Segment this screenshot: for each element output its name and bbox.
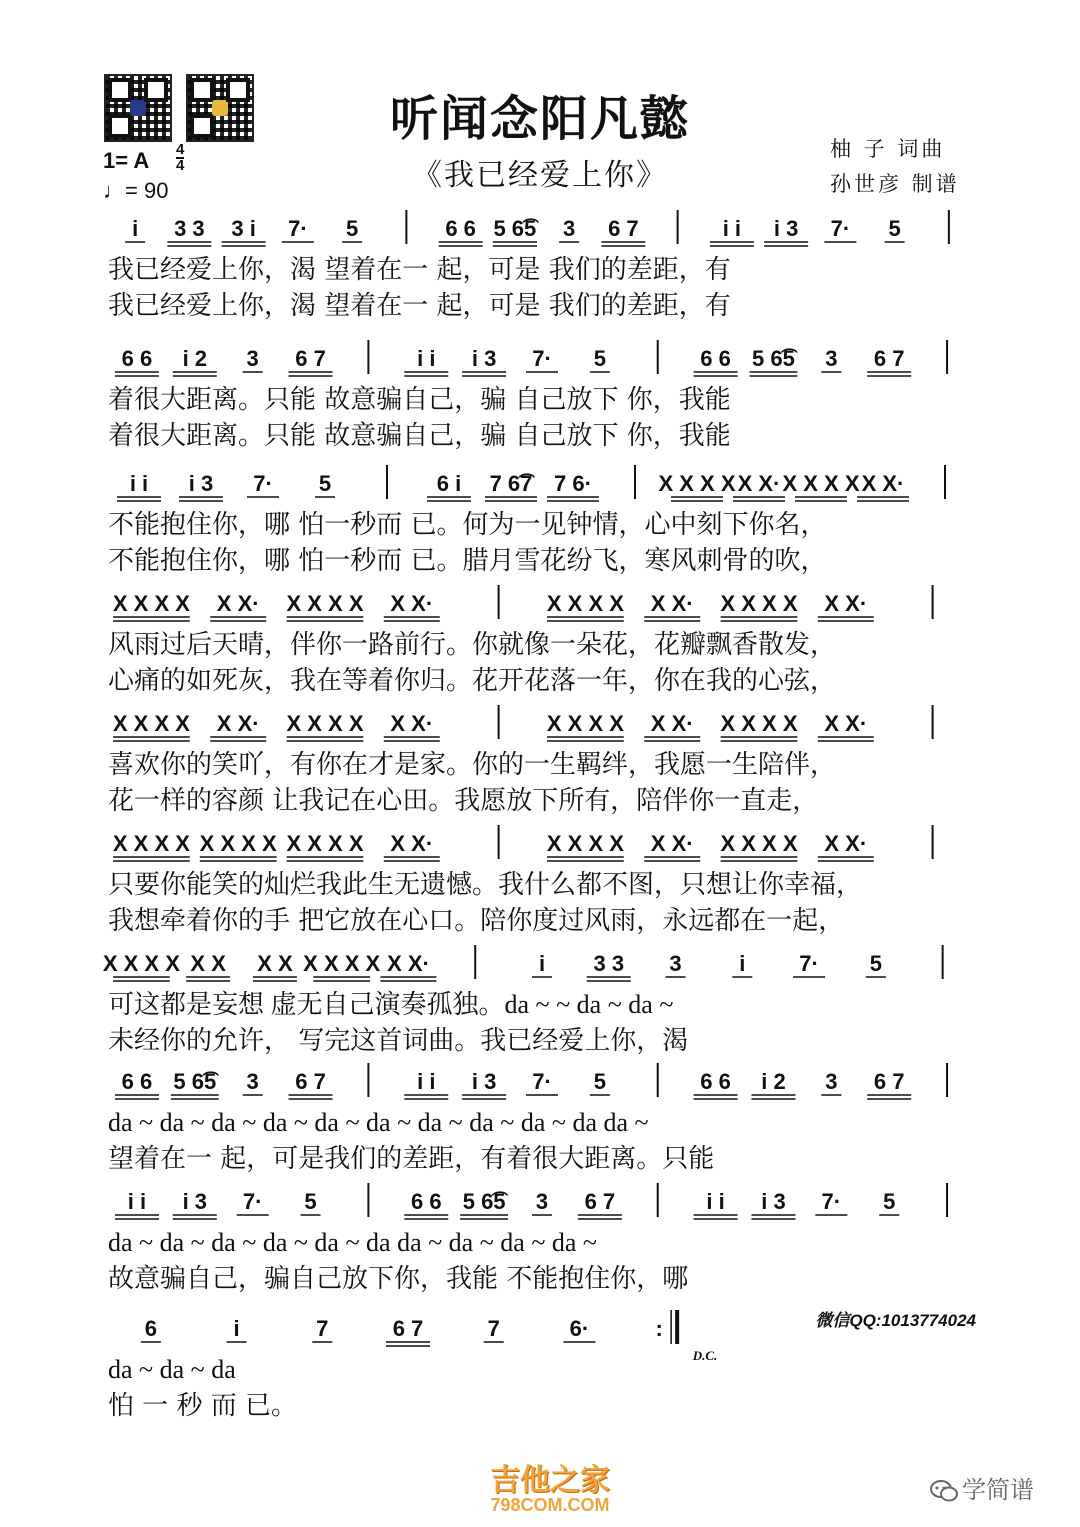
credit-arranger: 孙世彦 制谱 <box>830 172 960 196</box>
wechat-icon <box>930 1480 958 1502</box>
score-note: X X X X <box>720 831 798 856</box>
score-note: 6 6 <box>700 346 731 371</box>
lyric-line-1: 喜欢你的笑吖，有你在才是家。你的一生羁绊，我愿一生陪伴， <box>108 750 837 780</box>
score-note: 7 <box>487 1316 500 1341</box>
score-note: X X· <box>650 711 694 736</box>
score-note: 7 6͡7 <box>489 471 533 496</box>
score-note: X X· <box>390 711 434 736</box>
lyric-line-2: 花一样的容颜 让我记在心田。我愿放下所有，陪伴你一直走， <box>108 786 819 816</box>
score-note: 6 7 <box>584 1189 616 1214</box>
score-note: X X· <box>861 471 905 496</box>
repeat-dots: : <box>655 1316 663 1341</box>
score-note: 5 <box>318 471 332 496</box>
score-note: 3 <box>669 951 682 976</box>
score-note: 7· <box>821 1189 842 1214</box>
score-note: 3 <box>246 1069 259 1094</box>
score-note: X X X X <box>102 951 180 976</box>
score-note: 6 6 <box>121 1069 153 1094</box>
score-note: X X X X <box>720 591 798 616</box>
brand-text: 学简谱 <box>962 1476 1034 1504</box>
score-note: i <box>538 951 546 976</box>
score-note: 3 3 <box>593 951 625 976</box>
score-note: 5 6͡5 <box>752 346 795 371</box>
score-note: X X X X <box>303 951 381 976</box>
score-note: X X· <box>216 591 260 616</box>
score-note: i <box>739 951 746 976</box>
score-note: 3 i <box>231 216 256 241</box>
lyric-line-2: 故意骗自己，骗自己放下你，我能 不能抱住你，哪 <box>108 1264 689 1294</box>
score-note: i <box>233 1316 240 1341</box>
lyric-line-1: da ~ da ~ da ~ da ~ da ~ da ~ da ~ da ~ da ~ da da ~ <box>108 1108 649 1137</box>
score-note: 5 <box>593 1069 606 1094</box>
score-note: X X <box>190 951 226 976</box>
lyric-line-1: 我已经爱上你，渴 望着在一 起，可是 我们的差距，有 <box>108 255 731 285</box>
score-note: 5 <box>869 951 882 976</box>
score-note: 5 6͡5 <box>462 1189 506 1214</box>
score-note: i i <box>722 216 742 241</box>
score-note: 5 6͡5 <box>173 1069 217 1094</box>
score-note: i 3 <box>182 1189 208 1214</box>
da-capo-marking: D.C. <box>692 1348 718 1363</box>
score-note: 7· <box>288 216 308 241</box>
score-note: 7· <box>830 216 851 241</box>
score-note: i <box>132 216 139 241</box>
score-note: X X· <box>824 591 868 616</box>
score-note: X X X X <box>546 711 624 736</box>
score-note: 3 <box>535 1189 549 1214</box>
score-note: i i <box>127 1189 147 1214</box>
score-note: 7· <box>532 1069 552 1094</box>
score-note: 6 <box>144 1316 157 1341</box>
score-note: 3 <box>825 346 838 371</box>
score-note: 5 6͡5 <box>493 216 537 241</box>
key-signature: 1= A <box>103 148 150 173</box>
score-note: 6 7 <box>873 1069 905 1094</box>
lyric-line-2: 着很大距离。只能 故意骗自己，骗 自己放下 你，我能 <box>108 421 731 451</box>
score-note: X X· <box>824 831 868 856</box>
score-note: X X· <box>650 591 694 616</box>
score-note: 7· <box>532 346 552 371</box>
score-note: 6 7 <box>873 346 905 371</box>
score-note: 5 <box>883 1189 896 1214</box>
score-note: X X· <box>390 831 434 856</box>
score-note: 6 6 <box>700 1069 731 1094</box>
score-note: i 3 <box>761 1189 786 1214</box>
score-note: X X X X <box>546 831 624 856</box>
lyric-line-2: 我已经爱上你，渴 望着在一 起，可是 我们的差距，有 <box>108 291 731 321</box>
lyric-line-1: 可这都是妄想 虚无自己演奏孤独。da ~ ~ da ~ da ~ <box>108 990 674 1019</box>
score-note: 3 <box>563 216 576 241</box>
score-note: i 3 <box>471 346 497 371</box>
lyric-line-1: 着很大距离。只能 故意骗自己，骗 自己放下 你，我能 <box>108 385 731 415</box>
score-note: X X· <box>390 591 434 616</box>
score-note: 6 7 <box>608 216 639 241</box>
score-note: 6 7 <box>295 1069 326 1094</box>
song-title: 听闻念阳凡懿 <box>389 91 690 147</box>
score-note: X X· <box>216 711 260 736</box>
score-note: 6 6 <box>445 216 476 241</box>
score-note: 3 <box>246 346 259 371</box>
score-note: X X· <box>387 951 430 976</box>
score-note: 6 6 <box>121 346 153 371</box>
lyric-line-2: 未经你的允许， 写完这首词曲。我已经爱上你，渴 <box>108 1026 689 1056</box>
score-note: 7· <box>242 1189 263 1214</box>
score-note: i 2 <box>182 346 208 371</box>
lyric-line-2: 不能抱住你，哪 怕一秒而 已。腊月雪花纷飞，寒风刺骨的吹， <box>108 546 827 576</box>
score-note: 5 <box>888 216 901 241</box>
score-note: X X <box>257 951 293 976</box>
score-note: X X X X <box>286 831 364 856</box>
score-note: 6· <box>569 1316 590 1341</box>
score-note: X X· <box>824 711 868 736</box>
score-note: X X X X <box>286 711 364 736</box>
score-note: 5 <box>593 346 606 371</box>
score-note: X X X X <box>658 471 736 496</box>
score-note: 6 7 <box>392 1316 424 1341</box>
score-note: i 3 <box>188 471 214 496</box>
score-note: i i <box>417 1069 436 1094</box>
tempo-marking: ♩= 90 <box>103 178 169 203</box>
lyric-line-2: 心痛的如死灰，我在等着你归。花开花落一年，你在我的心弦， <box>108 666 837 696</box>
score-note: i i <box>417 346 436 371</box>
contact-info: 微信QQ:1013774024 <box>815 1311 976 1330</box>
score-note: X X X X <box>782 471 860 496</box>
score-note: X X X X <box>112 831 190 856</box>
score-note: 7 <box>316 1316 329 1341</box>
lyric-line-1: 风雨过后天晴，伴你一路前行。你就像一朵花，花瓣飘香散发， <box>108 630 837 660</box>
score-note: i i <box>706 1189 725 1214</box>
score-note: X X X X <box>199 831 277 856</box>
score-note: 6 7 <box>295 346 326 371</box>
lyric-line-2: 我想牵着你的手 把它放在心口。陪你度过风雨，永远都在一起， <box>108 906 845 936</box>
score-note: i 3 <box>471 1069 497 1094</box>
score-note: 7· <box>799 951 819 976</box>
lyric-line-2: 望着在一 起，可是我们的差距，有着很大距离。只能 <box>108 1144 715 1174</box>
watermark-site: 798COM.COM <box>490 1495 610 1515</box>
score-note: X X X X <box>720 711 798 736</box>
watermark-logo: 吉他之家 <box>490 1463 610 1498</box>
score-note: 6 i <box>436 471 462 496</box>
score-note: 3 3 <box>174 216 205 241</box>
score-note: 6 6 <box>410 1189 442 1214</box>
lyric-line-1: 不能抱住你，哪 怕一秒而 已。何为一见钟情，心中刻下你名， <box>108 510 827 540</box>
score-note: X X X X <box>112 591 190 616</box>
score-note: i i <box>129 471 149 496</box>
song-subtitle: 《我已经爱上你》 <box>412 158 668 193</box>
time-signature-top: 4 <box>176 141 185 158</box>
score-note: X X X X <box>112 711 190 736</box>
score-note: 7· <box>253 471 273 496</box>
credit-lyrics: 柚 子 词曲 <box>830 137 946 161</box>
score-note: 5 <box>346 216 359 241</box>
lyric-line-2: 怕 一 秒 而 已。 <box>108 1391 298 1421</box>
score-note: i 3 <box>773 216 799 241</box>
score-note: X X· <box>650 831 694 856</box>
score-note: 7 6· <box>554 471 592 496</box>
score-note: X X X X <box>546 591 624 616</box>
brand-label <box>930 1470 1034 1505</box>
time-signature-bottom: 4 <box>176 157 185 174</box>
score-note: 3 <box>825 1069 838 1094</box>
score-note: X X· <box>737 471 781 496</box>
lyric-line-1: da ~ da ~ da ~ da ~ da ~ da da ~ da ~ da ~ da ~ <box>108 1228 597 1257</box>
lyric-line-1: 只要你能笑的灿烂我此生无遗憾。我什么都不图，只想让你幸福， <box>108 870 863 900</box>
score-note: X X X X <box>286 591 364 616</box>
lyric-line-1: da ~ da ~ da <box>108 1355 236 1384</box>
score-note: 5 <box>304 1189 317 1214</box>
score-note: i 2 <box>761 1069 786 1094</box>
